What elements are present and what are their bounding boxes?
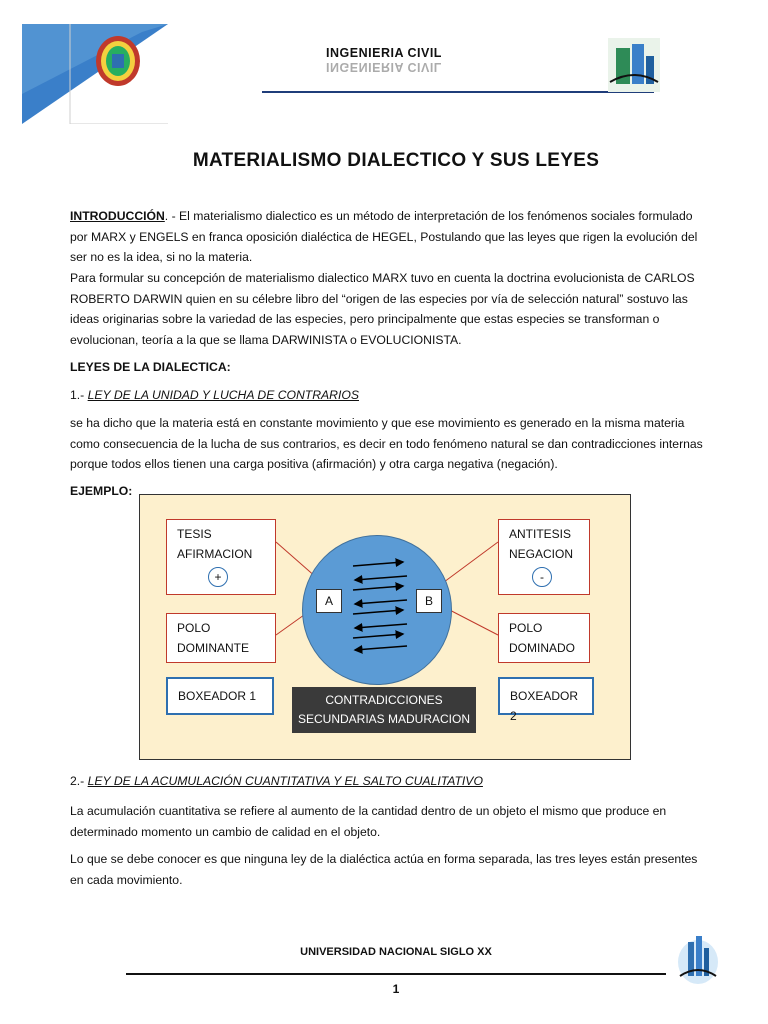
contradicciones-box [292,687,476,733]
closing-paragraph: Lo que se debe conocer es que ninguna ley de la dialéctica actúa en forma separada, las tres leyes están presentes en cada movimiento. [70,852,698,887]
polo-dominado-label-2: DOMINADO [509,641,575,655]
contradictions-diagram [139,494,631,760]
header-rule [262,91,654,93]
footer-rule [126,973,666,975]
law-2-heading [70,774,483,788]
contradicciones-label-1: CONTRADICCIONES [325,693,443,707]
page-number: 1 [392,982,400,996]
polo-dominante-label-1: POLO [177,621,211,635]
law-2-number: 2.- [70,774,85,788]
law-1-text: se ha dicho que la materia está en constante movimiento y que ese movimiento es generado en la misma materia como consecuencia de la lucha de sus contrarios, es decir en todo fenómeno natural se dan contradicciones internas porque todos ellos tienen una carga positiva (afirmación) y otra carga negativa (negación). [70,416,703,471]
pole-a-label: A [316,589,342,613]
plus-sign: + [208,567,228,587]
boxeador-1-box: BOXEADOR 1 [166,677,274,715]
law-2-text: La acumulación cuantitativa se refiere al aumento de la cantidad dentro de un objeto el mismo que produce en determinado momento un cambio de calidad en el objeto. [70,804,667,839]
negacion-label: NEGACION [509,547,574,561]
law-1-number: 1.- [70,388,85,402]
laws-heading: LEYES DE LA DIALECTICA: [70,360,231,374]
polo-dominado-label-1: POLO [509,621,543,635]
footer-university: UNIVERSIDAD NACIONAL SIGLO XX [300,946,492,958]
antitesis-label: ANTITESIS [509,527,572,541]
contradicciones-label-2: SECUNDARIAS MADURACION [297,712,471,726]
law-2-name: LEY DE LA ACUMULACIÓN CUANTITATIVA Y EL SALTO CUALITATIVO [87,774,483,788]
pole-b-label: B [416,589,442,613]
afirmacion-label: AFIRMACION [177,547,253,561]
example-label: EJEMPLO: [70,484,133,498]
polo-dominante-box [166,613,276,663]
engineering-emblem-icon [608,38,660,92]
footer-emblem-icon [676,928,720,988]
polo-dominado-box [498,613,590,663]
header-title-reflection: INGENIERIA CIVIL [326,60,442,74]
intro-label: INTRODUCCIÓN [70,209,165,223]
minus-sign: - [532,567,552,587]
intro-text: . - El materialismo dialectico es un método de interpretación de los fenómenos sociales formulado por MARX y ENGELS en franca oposición dialéctica de HEGEL, Postulando que las leyes que rigen la evolución del ser no es la idea, si no la materia. [70,209,698,264]
document-title: MATERIALISMO DIALECTICO Y SUS LEYES [192,150,600,171]
tesis-label: TESIS [177,527,212,541]
law-1-name: LEY DE LA UNIDAD Y LUCHA DE CONTRARIOS [87,388,359,402]
boxeador-2-box: BOXEADOR 2 [498,677,594,715]
law-1-heading [70,388,359,402]
intro-paragraph [70,206,710,268]
polo-dominante-label-2: DOMINANTE [177,641,249,655]
header-title: INGENIERIA CIVIL [326,46,442,60]
darwin-paragraph: Para formular su concepción de materialismo dialectico MARX tuvo en cuenta la doctrina evolucionista de CARLOS ROBERTO DARWIN quien en su célebre libro del “origen de las especies por vía de selección natural” sostuvo las ideas originarias sobre la variedad de las especies, pero principalmente que estas especies se transforman o evolucionan, teoría a la que se llama DARWINISTA o EVOLUCIONISTA. [70,271,695,347]
